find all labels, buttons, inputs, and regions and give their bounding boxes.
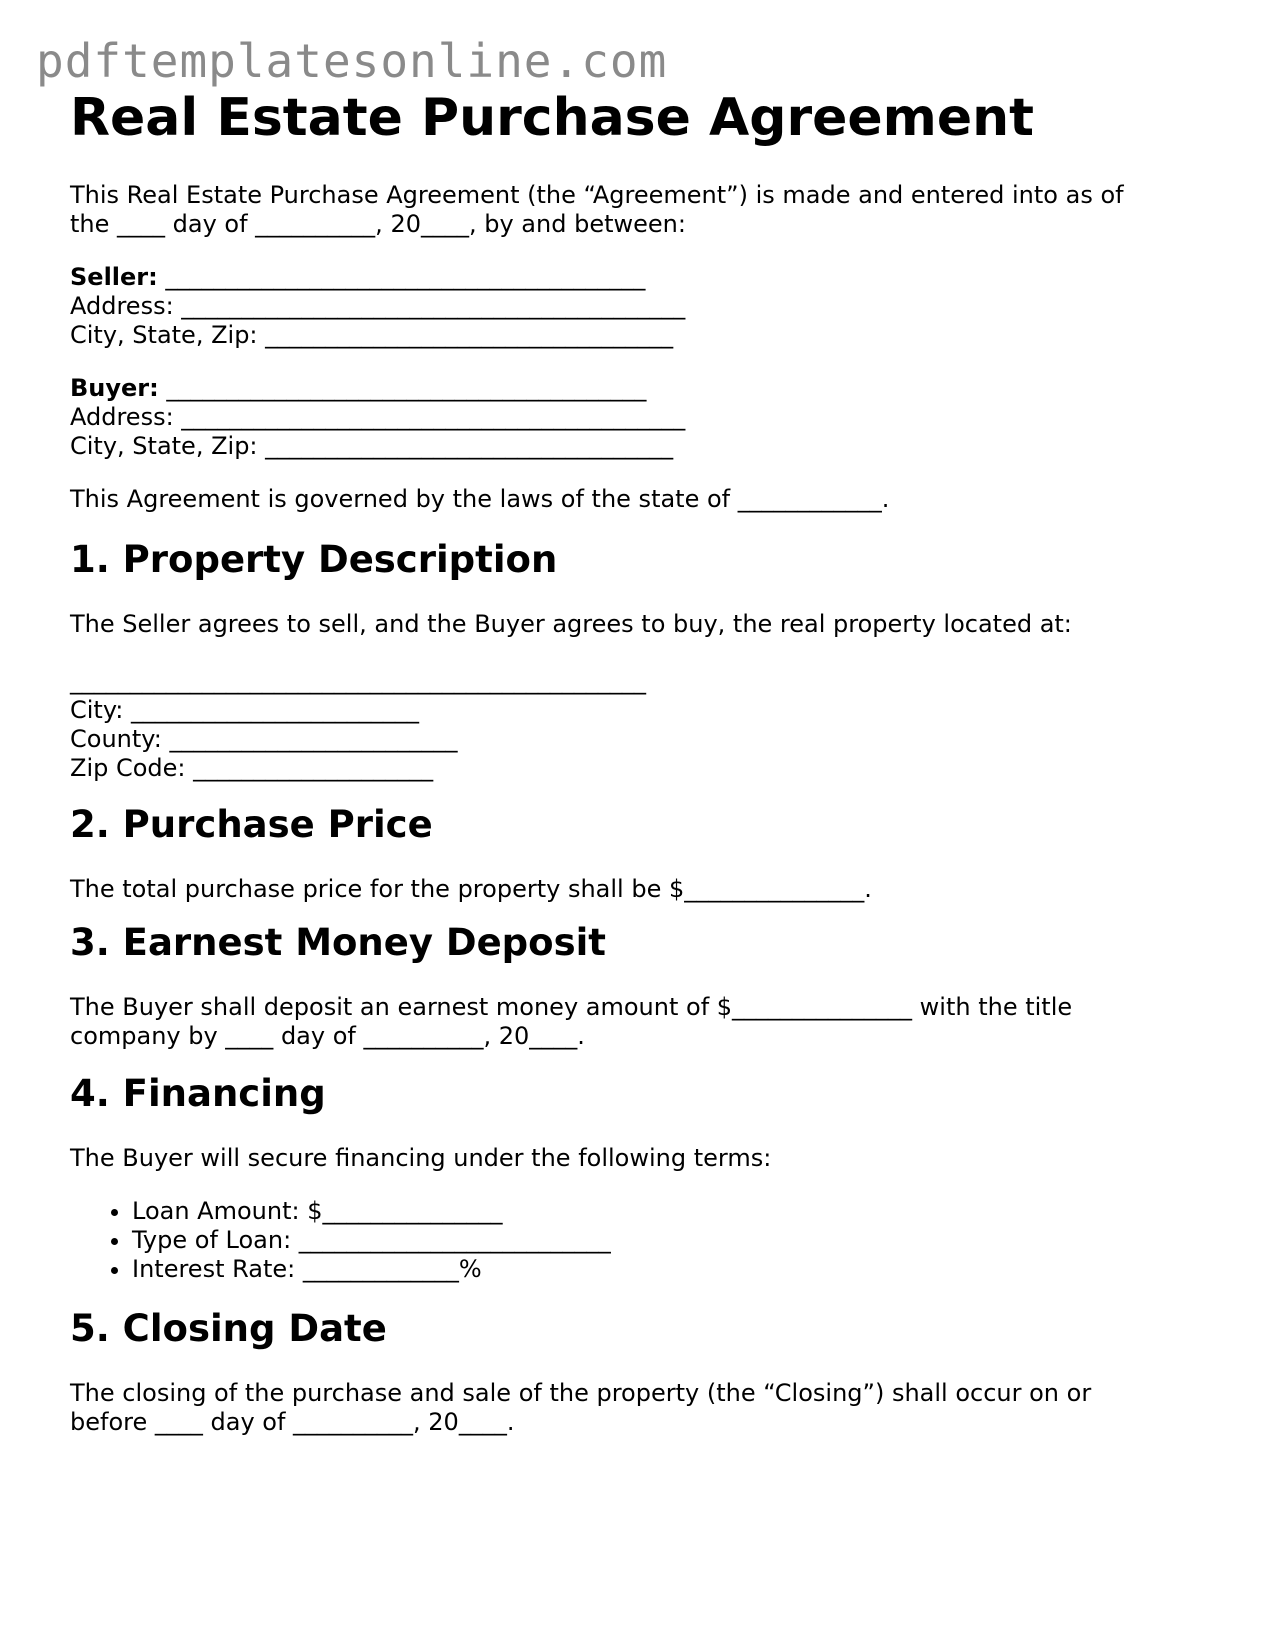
intro-line-2: the ____ day of __________, 20____, by and between: bbox=[70, 210, 686, 238]
section-5-line-2: before ____ day of __________, 20____. bbox=[70, 1408, 515, 1436]
seller-name-line bbox=[70, 263, 1220, 292]
section-4-heading: 4. Financing bbox=[70, 1072, 326, 1115]
list-item-loan-type[interactable]: • Type of Loan: __________________________ bbox=[132, 1226, 1220, 1255]
section-3-line-1: The Buyer shall deposit an earnest money amount of $_______________ with the title bbox=[70, 993, 1073, 1021]
property-city-line[interactable]: City: ________________________ bbox=[70, 696, 420, 724]
seller-label: Seller: bbox=[70, 263, 158, 291]
section-3-line-2: company by ____ day of __________, 20____. bbox=[70, 1022, 585, 1050]
section-2-text: The total purchase price for the property shall be $_______________. bbox=[70, 875, 872, 903]
list-item-loan-amount[interactable]: • Loan Amount: $_______________ bbox=[132, 1197, 1220, 1226]
seller-address-line[interactable]: Address: __________________________________________ bbox=[70, 292, 686, 320]
property-address-blank[interactable]: ________________________________________________ bbox=[70, 667, 646, 695]
property-zip-line[interactable]: Zip Code: ____________________ bbox=[70, 754, 434, 782]
section-2-heading: 2. Purchase Price bbox=[70, 803, 433, 846]
buyer-city-line[interactable]: City, State, Zip: __________________________________ bbox=[70, 432, 674, 460]
watermark-text: pdftemplatesonline.com bbox=[36, 34, 668, 88]
buyer-address-line[interactable]: Address: __________________________________________ bbox=[70, 403, 686, 431]
section-5-heading: 5. Closing Date bbox=[70, 1307, 387, 1350]
intro-paragraph bbox=[70, 181, 1220, 239]
financing-terms-list bbox=[70, 1197, 1220, 1284]
section-4-text: The Buyer will secure financing under the following terms: bbox=[70, 1144, 772, 1172]
property-county-line[interactable]: County: ________________________ bbox=[70, 725, 458, 753]
section-3-heading: 3. Earnest Money Deposit bbox=[70, 921, 606, 964]
section-1-text: The Seller agrees to sell, and the Buyer agrees to buy, the real property located at: bbox=[70, 610, 1072, 638]
seller-name-blank[interactable]: ________________________________________ bbox=[157, 263, 646, 291]
document-page bbox=[70, 86, 1220, 1437]
section-1-heading: 1. Property Description bbox=[70, 538, 558, 581]
seller-block bbox=[70, 263, 1220, 350]
governing-law-text: This Agreement is governed by the laws of the state of ____________. bbox=[70, 485, 890, 513]
buyer-name-line bbox=[70, 374, 1220, 403]
seller-city-line[interactable]: City, State, Zip: __________________________________ bbox=[70, 321, 674, 349]
intro-line-1: This Real Estate Purchase Agreement (the “Agreement”) is made and entered into as of bbox=[70, 181, 1124, 209]
section-5-line-1: The closing of the purchase and sale of the property (the “Closing”) shall occur on or bbox=[70, 1379, 1092, 1407]
section-5-paragraph bbox=[70, 1379, 1220, 1437]
buyer-block bbox=[70, 374, 1220, 461]
section-3-paragraph bbox=[70, 993, 1220, 1051]
list-item-interest-rate[interactable]: • Interest Rate: _____________% bbox=[132, 1255, 1220, 1284]
buyer-label: Buyer: bbox=[70, 374, 159, 402]
document-title: Real Estate Purchase Agreement bbox=[70, 88, 1034, 148]
buyer-name-blank[interactable]: ________________________________________ bbox=[158, 374, 647, 402]
property-fields bbox=[70, 667, 1220, 783]
